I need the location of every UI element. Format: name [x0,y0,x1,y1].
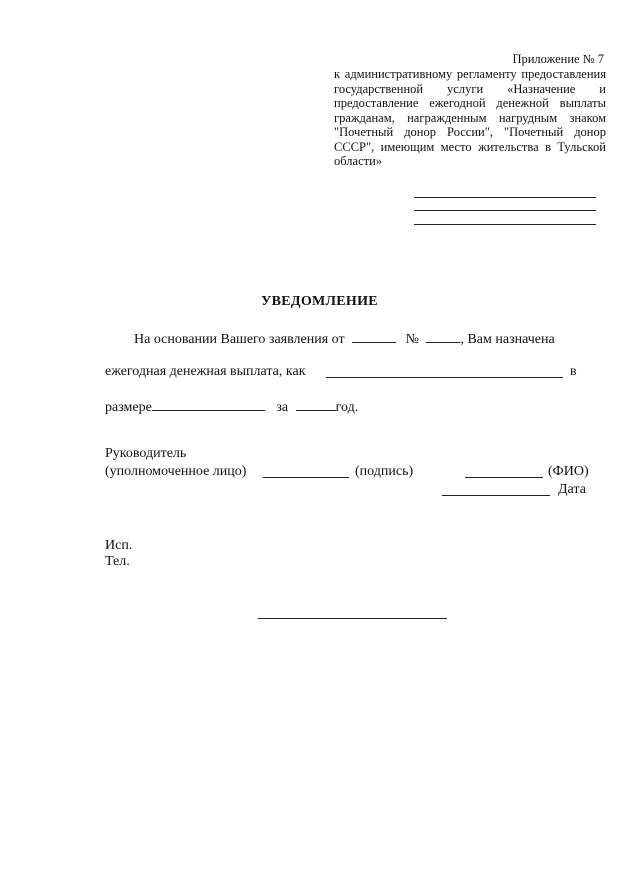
application-number-blank[interactable] [426,330,460,343]
appendix-line: гражданам, награжденным нагрудным знаком [334,110,606,125]
notice-line-3 [105,398,358,416]
signature-label: (подпись) [355,464,414,479]
application-date-blank[interactable] [352,330,396,343]
date-label: Дата [558,482,586,497]
date-blank[interactable] [442,495,550,496]
signature-blank[interactable] [263,477,349,478]
address-blank-line[interactable] [414,210,596,211]
year-label: год. [335,400,359,415]
assigned-text: , Вам назначена [460,332,555,347]
appendix-line: государственной услуги «Назначение и [334,81,606,96]
phone-label: Тел. [105,554,130,569]
appendix-line: к административному регламенту предоставления [334,67,606,81]
address-blank-line[interactable] [414,224,596,225]
full-name-label: (ФИО) [548,464,589,479]
appendix-line: "Почетный донор России", "Почетный донор [334,125,606,139]
for-label: за [276,400,289,415]
application-basis-text: На основании Вашего заявления от [134,332,345,347]
notice-title: УВЕДОМЛЕНИЕ [261,294,378,309]
appendix-line: СССР", имеющим место жительства в Тульской [334,139,606,154]
appendix-text [334,67,606,169]
year-blank[interactable] [296,398,336,411]
full-name-blank[interactable] [465,477,543,478]
address-blank-line[interactable] [414,197,596,198]
payment-basis-blank[interactable] [326,377,563,378]
executor-label: Исп. [105,538,133,553]
authorized-person-label: (уполномоченное лицо) [105,464,247,479]
head-label: Руководитель [105,446,187,461]
appendix-title: Приложение № 7 [512,52,604,66]
bottom-separator-line [258,618,447,619]
amount-label: размере [105,400,152,415]
notice-line-1 [134,330,555,348]
number-sign: № [405,332,419,347]
preposition-in: в [570,364,577,379]
amount-blank[interactable] [152,398,265,411]
notice-line-2 [105,364,306,380]
annual-payment-text: ежегодная денежная выплата, как [105,364,306,379]
appendix-line: предоставление ежегодной денежной выплаты [334,96,606,110]
appendix-line: области» [334,154,383,168]
